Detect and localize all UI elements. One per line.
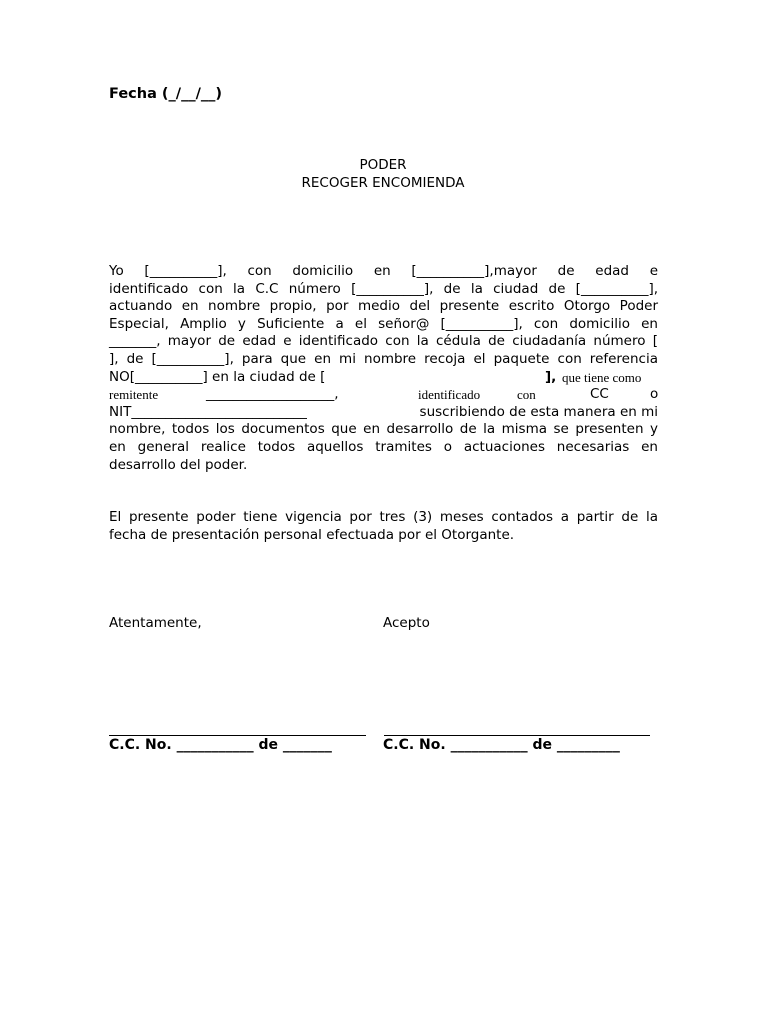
attorney-signature-line xyxy=(384,735,650,736)
paragraph-line: en general realice todos aquellos tramites o actuaciones necesarias en xyxy=(109,438,658,455)
paragraph-line xyxy=(109,386,658,404)
with-label: con xyxy=(517,387,536,403)
validity-paragraph xyxy=(109,509,658,544)
grantor-signature-line xyxy=(109,735,366,736)
paragraph-line: desarrollo del poder. xyxy=(109,456,248,473)
paragraph-line xyxy=(109,369,658,387)
cc-label: CC xyxy=(590,386,609,403)
sender-intro: que tiene como xyxy=(562,369,642,385)
paragraph-line xyxy=(109,404,658,422)
city-bracket-close: ], xyxy=(545,368,557,385)
paragraph-line: nombre, todos los documentos que en desarrollo de la misma se presenten y xyxy=(109,421,658,438)
main-paragraph xyxy=(109,263,658,474)
signing-text: suscribiendo de esta manera en mi xyxy=(419,403,658,420)
sender-label: remitente xyxy=(109,387,159,403)
sender-blank: ___________________, xyxy=(206,386,339,403)
paragraph-line: identificado con la C.C número [__________], de la ciudad de [__________], xyxy=(109,280,658,297)
or-label: o xyxy=(650,386,659,403)
paragraph-line: Yo [__________], con domicilio en [__________],mayor de edad e xyxy=(109,263,658,279)
identified-label: identificado xyxy=(418,387,481,403)
paragraph-line: fecha de presentación personal efectuada por el Otorgante. xyxy=(109,526,515,543)
accept-label: Acepto xyxy=(383,615,430,631)
paragraph-line: Especial, Amplio y Suficiente a el señor@ [__________], con domicilio en xyxy=(109,315,658,332)
paragraph-line: _______, mayor de edad e identificado con la cédula de ciudadanía número [ xyxy=(109,333,658,350)
date-line: Fecha (_/__/__) xyxy=(109,86,222,102)
paragraph-line: El presente poder tiene vigencia por tres (3) meses contados a partir de la xyxy=(109,509,658,525)
paragraph-line: ], de [__________], para que en mi nombre recoja el paquete con referencia xyxy=(109,350,658,367)
reference-text: NO[__________] en la ciudad de [ xyxy=(109,368,326,385)
paragraph-line: actuando en nombre propio, por medio del presente escrito Otorgo Poder xyxy=(109,298,658,315)
attorney-id-line: C.C. No. ___________ de _________ xyxy=(383,737,620,753)
document-subtitle: RECOGER ENCOMIENDA xyxy=(301,175,465,191)
closing-label: Atentamente, xyxy=(109,615,202,631)
nit-blank: NIT__________________________ xyxy=(109,403,307,420)
document-title: PODER xyxy=(359,157,407,173)
grantor-id-line: C.C. No. ___________ de _______ xyxy=(109,737,332,753)
